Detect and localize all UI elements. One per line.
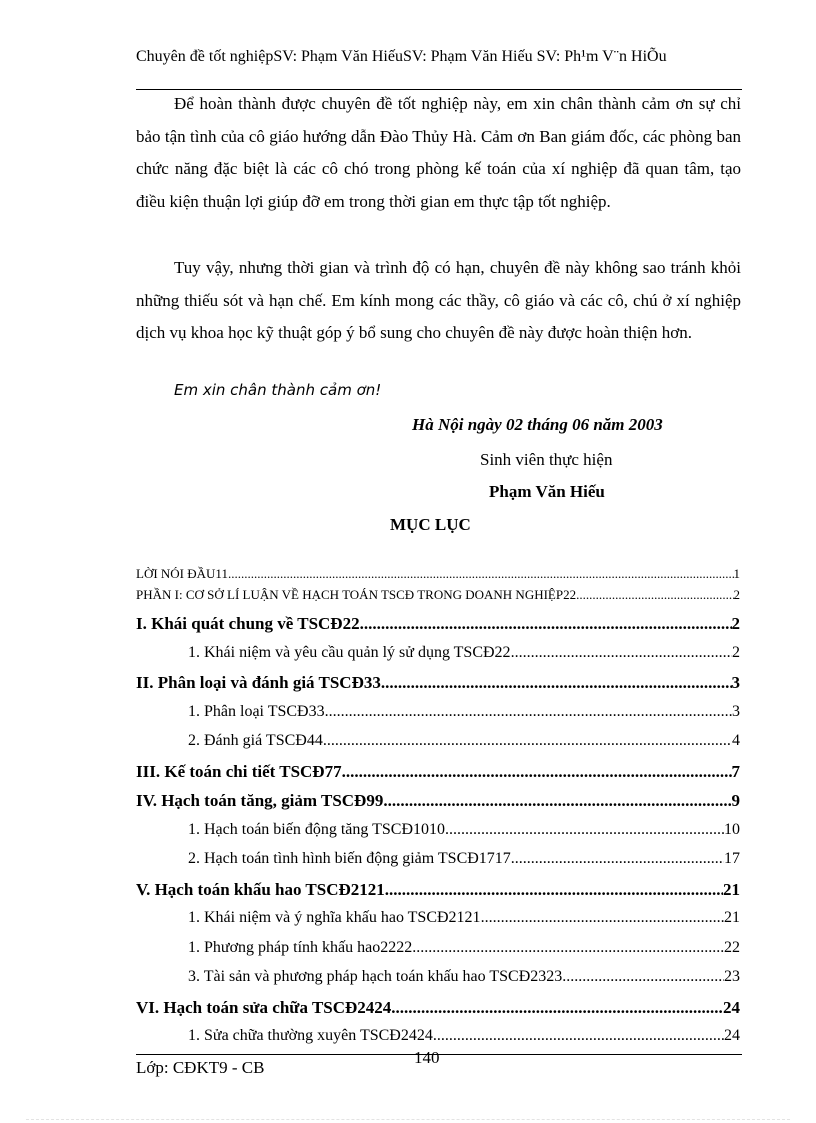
toc-entry-page: 2 bbox=[733, 587, 740, 602]
toc-entry-page: 3 bbox=[731, 673, 740, 692]
toc-entry-text: 2. Đánh giá TSCĐ44 bbox=[188, 732, 323, 749]
toc-entry[interactable] bbox=[136, 566, 740, 587]
toc-entry-text: IV. Hạch toán tăng, giảm TSCĐ99 bbox=[136, 791, 384, 810]
toc-entry-text: II. Phân loại và đánh giá TSCĐ33 bbox=[136, 673, 381, 692]
toc-entry-text: 1. Hạch toán biến động tăng TSCĐ1010 bbox=[188, 820, 446, 838]
toc-entry-page: 23 bbox=[724, 968, 740, 985]
toc-leader bbox=[433, 1027, 724, 1045]
toc-entry-page: 24 bbox=[724, 1027, 740, 1044]
toc-leader bbox=[325, 703, 732, 721]
toc-entry-page: 2 bbox=[732, 643, 740, 661]
toc-entry-text: 1. Khái niệm và yêu cầu quản lý sử dụng TSCĐ22 bbox=[188, 643, 511, 661]
acknowledgement-paragraph-2: Tuy vậy, nhưng thời gian và trình độ có hạn, chuyên đề này không sao tránh khỏi những thiếu sót và hạn chế. Em kính mong các thầy, cô giáo và các cô, chú ở xí nghiệp dịch vụ khoa học kỹ thuật góp ý bổ sung cho chuyên đề này được hoàn thiện hơn. bbox=[136, 258, 741, 343]
toc-entry-page: 1 bbox=[733, 566, 740, 581]
toc-leader bbox=[562, 968, 724, 986]
table-of-contents bbox=[136, 566, 740, 1057]
toc-title: MỤC LỤC bbox=[390, 515, 471, 534]
page-bottom-border bbox=[26, 1119, 790, 1120]
toc-leader bbox=[511, 850, 724, 868]
toc-entry-page: 9 bbox=[731, 791, 740, 810]
toc-entry[interactable] bbox=[136, 880, 740, 910]
toc-entry[interactable] bbox=[136, 821, 740, 851]
toc-entry[interactable] bbox=[136, 673, 740, 703]
footer-divider bbox=[136, 1054, 742, 1055]
running-header: Chuyên đề tốt nghiệpSV: Phạm Văn HiếuSV: Phạm Văn Hiếu SV: Ph¹m V¨n HiÕu bbox=[136, 48, 667, 65]
toc-entry-text: 1. Sửa chữa thường xuyên TSCĐ2424 bbox=[188, 1027, 433, 1044]
toc-entry-text: PHẦN I: CƠ SỞ LÍ LUẬN VỀ HẠCH TOÁN TSCĐ TRONG DOANH NGHIỆP22 bbox=[136, 587, 577, 602]
toc-entry[interactable] bbox=[136, 939, 740, 969]
signature-date: Hà Nội ngày 02 tháng 06 năm 2003 bbox=[412, 415, 663, 434]
toc-leader bbox=[228, 566, 734, 582]
toc-entry-page: 21 bbox=[724, 909, 740, 926]
class-label: Lớp: CĐKT9 - CB bbox=[136, 1058, 265, 1077]
toc-leader bbox=[383, 791, 731, 811]
toc-entry[interactable] bbox=[136, 909, 740, 939]
toc-entry-text: 1. Khái niệm và ý nghĩa khấu hao TSCĐ2121 bbox=[188, 909, 481, 926]
toc-leader bbox=[360, 614, 732, 634]
toc-entry-text: I. Khái quát chung về TSCĐ22 bbox=[136, 614, 360, 633]
toc-leader bbox=[323, 732, 732, 750]
toc-leader bbox=[342, 762, 732, 782]
thanks-line: Em xin chân thành cảm ơn! bbox=[174, 381, 382, 399]
toc-entry[interactable] bbox=[136, 587, 740, 614]
page-number: 140 bbox=[414, 1048, 440, 1067]
toc-entry-text: V. Hạch toán khấu hao TSCĐ2121 bbox=[136, 879, 385, 899]
toc-entry-text: 1. Phân loại TSCĐ33 bbox=[188, 702, 325, 720]
toc-entry-page: 17 bbox=[724, 850, 740, 867]
toc-entry[interactable] bbox=[136, 850, 740, 880]
student-name: Phạm Văn Hiếu bbox=[489, 482, 605, 501]
toc-leader bbox=[381, 673, 732, 693]
toc-entry-page: 21 bbox=[723, 879, 740, 899]
toc-entry[interactable] bbox=[136, 644, 740, 674]
toc-entry-text: 3. Tài sản và phương pháp hạch toán khấu hao TSCĐ2323 bbox=[188, 968, 563, 985]
toc-entry-page: 22 bbox=[724, 938, 740, 956]
toc-entry[interactable] bbox=[136, 998, 740, 1028]
toc-entry-text: VI. Hạch toán sửa chữa TSCĐ2424 bbox=[136, 997, 392, 1017]
toc-entry-page: 4 bbox=[732, 732, 740, 749]
toc-leader bbox=[391, 998, 723, 1018]
toc-leader bbox=[481, 909, 724, 927]
toc-entry[interactable] bbox=[136, 968, 740, 998]
toc-entry-text: 1. Phương pháp tính khấu hao2222 bbox=[188, 938, 413, 956]
toc-entry-text: III. Kế toán chi tiết TSCĐ77 bbox=[136, 761, 342, 781]
toc-leader bbox=[445, 821, 724, 839]
toc-entry-page: 2 bbox=[731, 614, 740, 633]
toc-leader bbox=[576, 587, 733, 603]
toc-entry-page: 24 bbox=[723, 997, 740, 1017]
toc-entry-page: 3 bbox=[732, 702, 740, 720]
toc-entry-text: LỜI NÓI ĐẦU11 bbox=[136, 566, 228, 581]
toc-entry-page: 7 bbox=[731, 761, 740, 781]
toc-leader bbox=[412, 939, 724, 957]
toc-entry-page: 10 bbox=[724, 820, 740, 838]
toc-entry-text: 2. Hạch toán tình hình biến động giảm TSCĐ1717 bbox=[188, 850, 511, 867]
toc-entry[interactable] bbox=[136, 732, 740, 762]
student-label: Sinh viên thực hiện bbox=[480, 450, 613, 469]
toc-entry[interactable] bbox=[136, 703, 740, 733]
toc-entry[interactable] bbox=[136, 791, 740, 821]
toc-entry[interactable] bbox=[136, 762, 740, 792]
toc-leader bbox=[511, 644, 732, 662]
acknowledgement-paragraph-1: Để hoàn thành được chuyên đề tốt nghiệp này, em xin chân thành cảm ơn sự chỉ bảo tận tình của cô giáo hướng dẫn Đào Thủy Hà. Cảm ơn Ban giám đốc, các phòng ban chức năng đặc biệt là các cô chó trong phòng kế toán của xí nghiệp đã quan tâm, tạo điều kiện thuận lợi giúp đỡ em trong thời gian em thực tập tốt nghiệp. bbox=[136, 94, 741, 212]
toc-entry[interactable] bbox=[136, 614, 740, 644]
toc-leader bbox=[385, 880, 723, 900]
